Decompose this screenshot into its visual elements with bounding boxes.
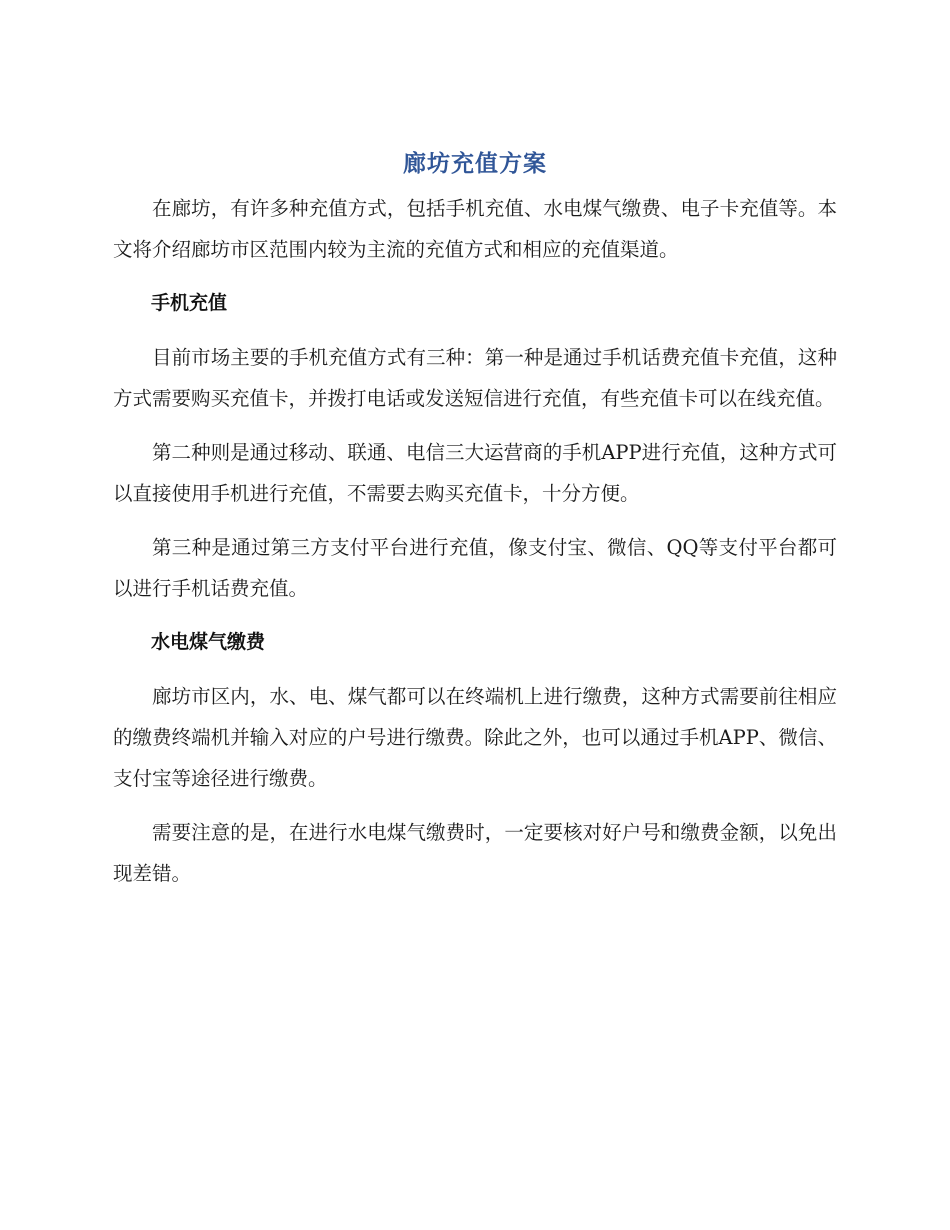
page-title: 廊坊充值方案 — [403, 151, 547, 177]
body-paragraph: 第三种是通过第三方支付平台进行充值，像支付宝、微信、QQ等支付平台都可以进行手机话费充值。 — [113, 536, 837, 600]
body-paragraph: 需要注意的是，在进行水电煤气缴费时，一定要核对好户号和缴费金额，以免出现差错。 — [113, 821, 837, 885]
section-utility-payment — [113, 622, 837, 894]
body-paragraph: 廊坊市区内，水、电、煤气都可以在终端机上进行缴费，这种方式需要前往相应的缴费终端机并输入对应的户号进行缴费。除此之外，也可以通过手机APP、微信、支付宝等途径进行缴费。 — [113, 685, 837, 790]
section-mobile-recharge — [113, 283, 837, 609]
body-paragraph: 目前市场主要的手机充值方式有三种：第一种是通过手机话费充值卡充值，这种方式需要购买充值卡，并拨打电话或发送短信进行充值，有些充值卡可以在线充值。 — [113, 346, 837, 410]
intro-paragraph: 在廊坊，有许多种充值方式，包括手机充值、水电煤气缴费、电子卡充值等。本文将介绍廊坊市区范围内较为主流的充值方式和相应的充值渠道。 — [113, 197, 837, 261]
body-paragraph: 第二种则是通过移动、联通、电信三大运营商的手机APP进行充值，这种方式可以直接使用手机进行充值，不需要去购买充值卡，十分方便。 — [113, 441, 837, 505]
section-heading: 手机充值 — [151, 292, 228, 314]
section-heading: 水电煤气缴费 — [151, 631, 266, 653]
document-body — [113, 188, 837, 907]
